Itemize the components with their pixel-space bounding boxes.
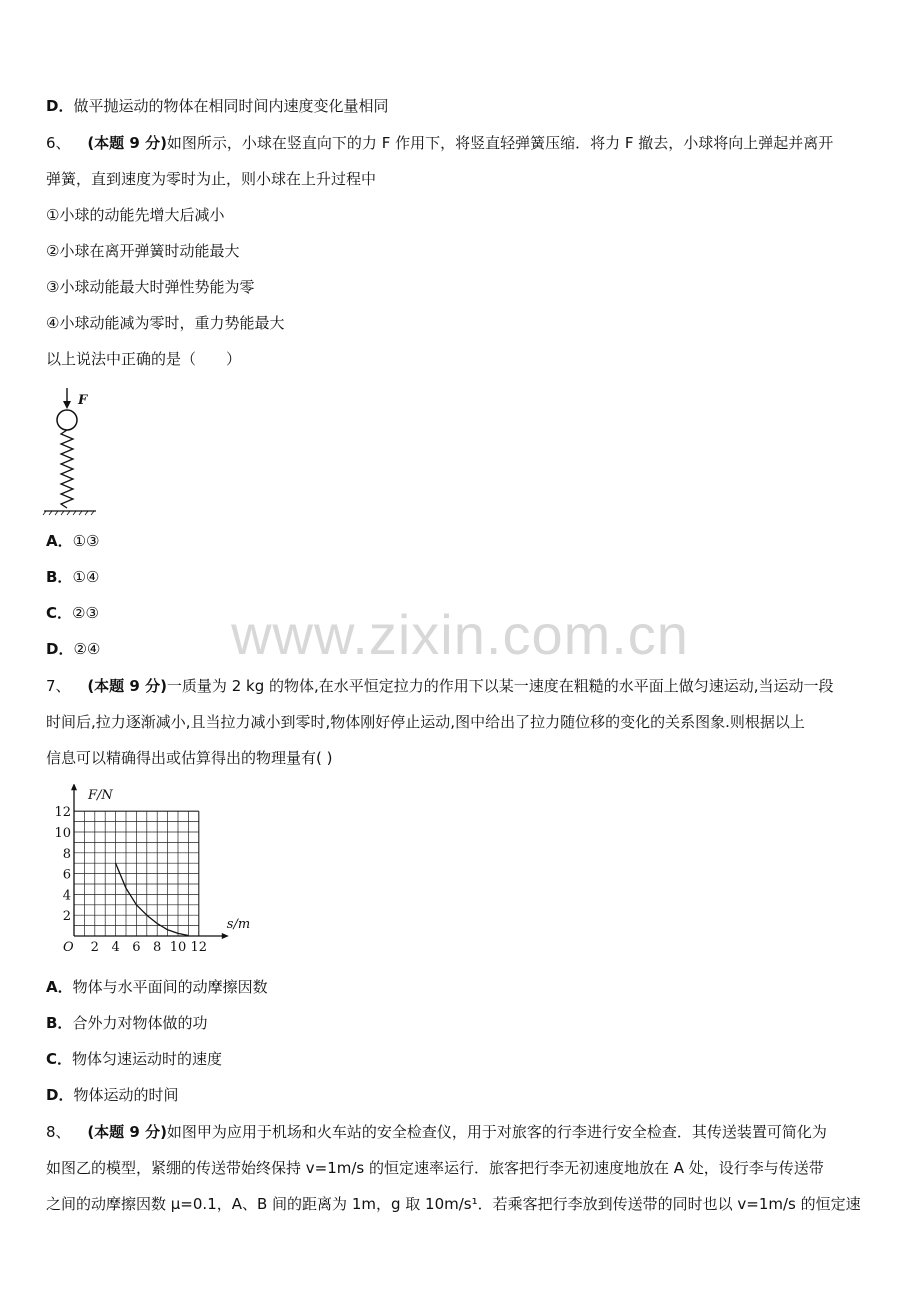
force-displacement-chart [44,784,264,964]
x-tick-label: 10 [169,940,187,955]
option-text: ②④ [73,640,101,658]
stem-text: 如图甲为应用于机场和火车站的安全检查仪，用于对旅客的行李进行安全检查．其传送装置可简化为 [166,1123,827,1141]
q6-statement-3: ③小球动能最大时弹性势能为零 [46,278,255,296]
origin-label: O [63,940,74,955]
option-text: ①④ [72,568,100,586]
q7-option-c [46,1049,222,1069]
q6-stem-line1 [46,133,833,153]
option-letter: D． [46,97,74,115]
stem-text: 一质量为 2 kg 的物体,在水平恒定拉力的作用下以某一速度在粗糙的水平面上做匀速运动,当运动一段 [166,677,834,695]
question-number: 7、 [46,677,71,695]
q7-stem-line3: 信息可以精确得出或估算得出的物理量有( ) [46,749,333,767]
q6-question: 以上说法中正确的是（ ） [46,350,242,368]
option-letter: A． [46,532,73,550]
q6-stem-line2: 弹簧，直到速度为零时为止，则小球在上升过程中 [46,170,377,188]
y-tick-label: 12 [54,805,71,821]
option-text: 合外力对物体做的功 [72,1014,208,1032]
x-tick-label: 12 [190,940,208,955]
q6-statement-2: ②小球在离开弹簧时动能最大 [46,242,240,260]
option-letter: B． [46,568,73,586]
x-axis-label: s/m [226,917,251,932]
y-tick-label: 4 [62,888,71,904]
option-letter: B． [46,1014,73,1032]
y-axis-label: F/N [88,788,113,804]
question-score: (本题 9 分) [87,677,167,695]
force-curve [116,863,189,935]
option-text: 物体匀速运动时的速度 [72,1050,223,1068]
q6-statement-4: ④小球动能减为零时，重力势能最大 [46,314,285,332]
option-text: 做平抛运动的物体在相同时间内速度变化量相同 [73,97,389,115]
x-tick-label: 6 [132,940,141,955]
option-letter: C． [46,1050,73,1068]
option-letter: D． [46,640,74,658]
y-axis-arrow [71,784,77,790]
y-tick-label: 6 [62,867,71,883]
q8-stem-line1 [46,1122,827,1142]
watermark: www.zixin.com.cn [231,603,689,666]
q6-option-a [46,531,100,551]
spring-coil [61,430,73,508]
question-score: (本题 9 分) [87,1123,167,1141]
option-letter: D． [46,1086,74,1104]
x-tick-label: 8 [153,940,162,955]
option-text: 物体与水平面间的动摩擦因数 [72,978,268,996]
q7-option-a [46,977,268,997]
force-label: F [78,393,88,408]
q7-option-d [46,1085,178,1105]
question-score: (本题 9 分) [87,134,167,152]
q7-stem-line2: 时间后,拉力逐渐减小,且当拉力减小到零时,物体刚好停止运动,图中给出了拉力随位移的变化的关系图象.则根据以上 [46,713,805,731]
q6-statement-1: ①小球的动能先增大后减小 [46,206,225,224]
x-tick-label: 2 [90,940,99,955]
q8-stem-line2: 如图乙的模型，紧绷的传送带始终保持 v=1m/s 的恒定速率运行．旅客把行李无初速度地放在 A 处，设行李与传送带 [46,1159,824,1177]
x-tick-label: 4 [111,940,120,955]
option-text: 物体运动的时间 [73,1086,179,1104]
question-number: 6、 [46,134,71,152]
option-text: ②③ [72,604,99,622]
q7-option-b [46,1013,207,1033]
q7-stem-line1 [46,676,834,696]
y-tick-label: 8 [62,846,71,862]
stem-text: 如图所示，小球在竖直向下的力 F 作用下，将竖直轻弹簧压缩．将力 F 撤去，小球将向上弹起并离开 [166,134,834,152]
force-arrow-head [63,401,71,409]
option-letter: C． [46,604,73,622]
option-text: ①③ [72,532,100,550]
q6-option-d [46,639,100,659]
spring-figure [40,385,110,520]
q6-option-c [46,603,99,623]
q5-option-d [46,96,388,116]
x-axis-arrow [222,933,229,939]
ball [57,410,77,430]
q8-stem-line3: 之间的动摩擦因数 μ=0.1，A、B 间的距离为 1m，g 取 10m/s¹．若乘客把行李放到传送带的同时也以 v=1m/s 的恒定速 [46,1195,861,1213]
y-tick-label: 2 [62,909,71,925]
option-letter: A． [46,978,73,996]
question-number: 8、 [46,1123,71,1141]
q6-option-b [46,567,99,587]
y-tick-label: 10 [54,826,71,841]
